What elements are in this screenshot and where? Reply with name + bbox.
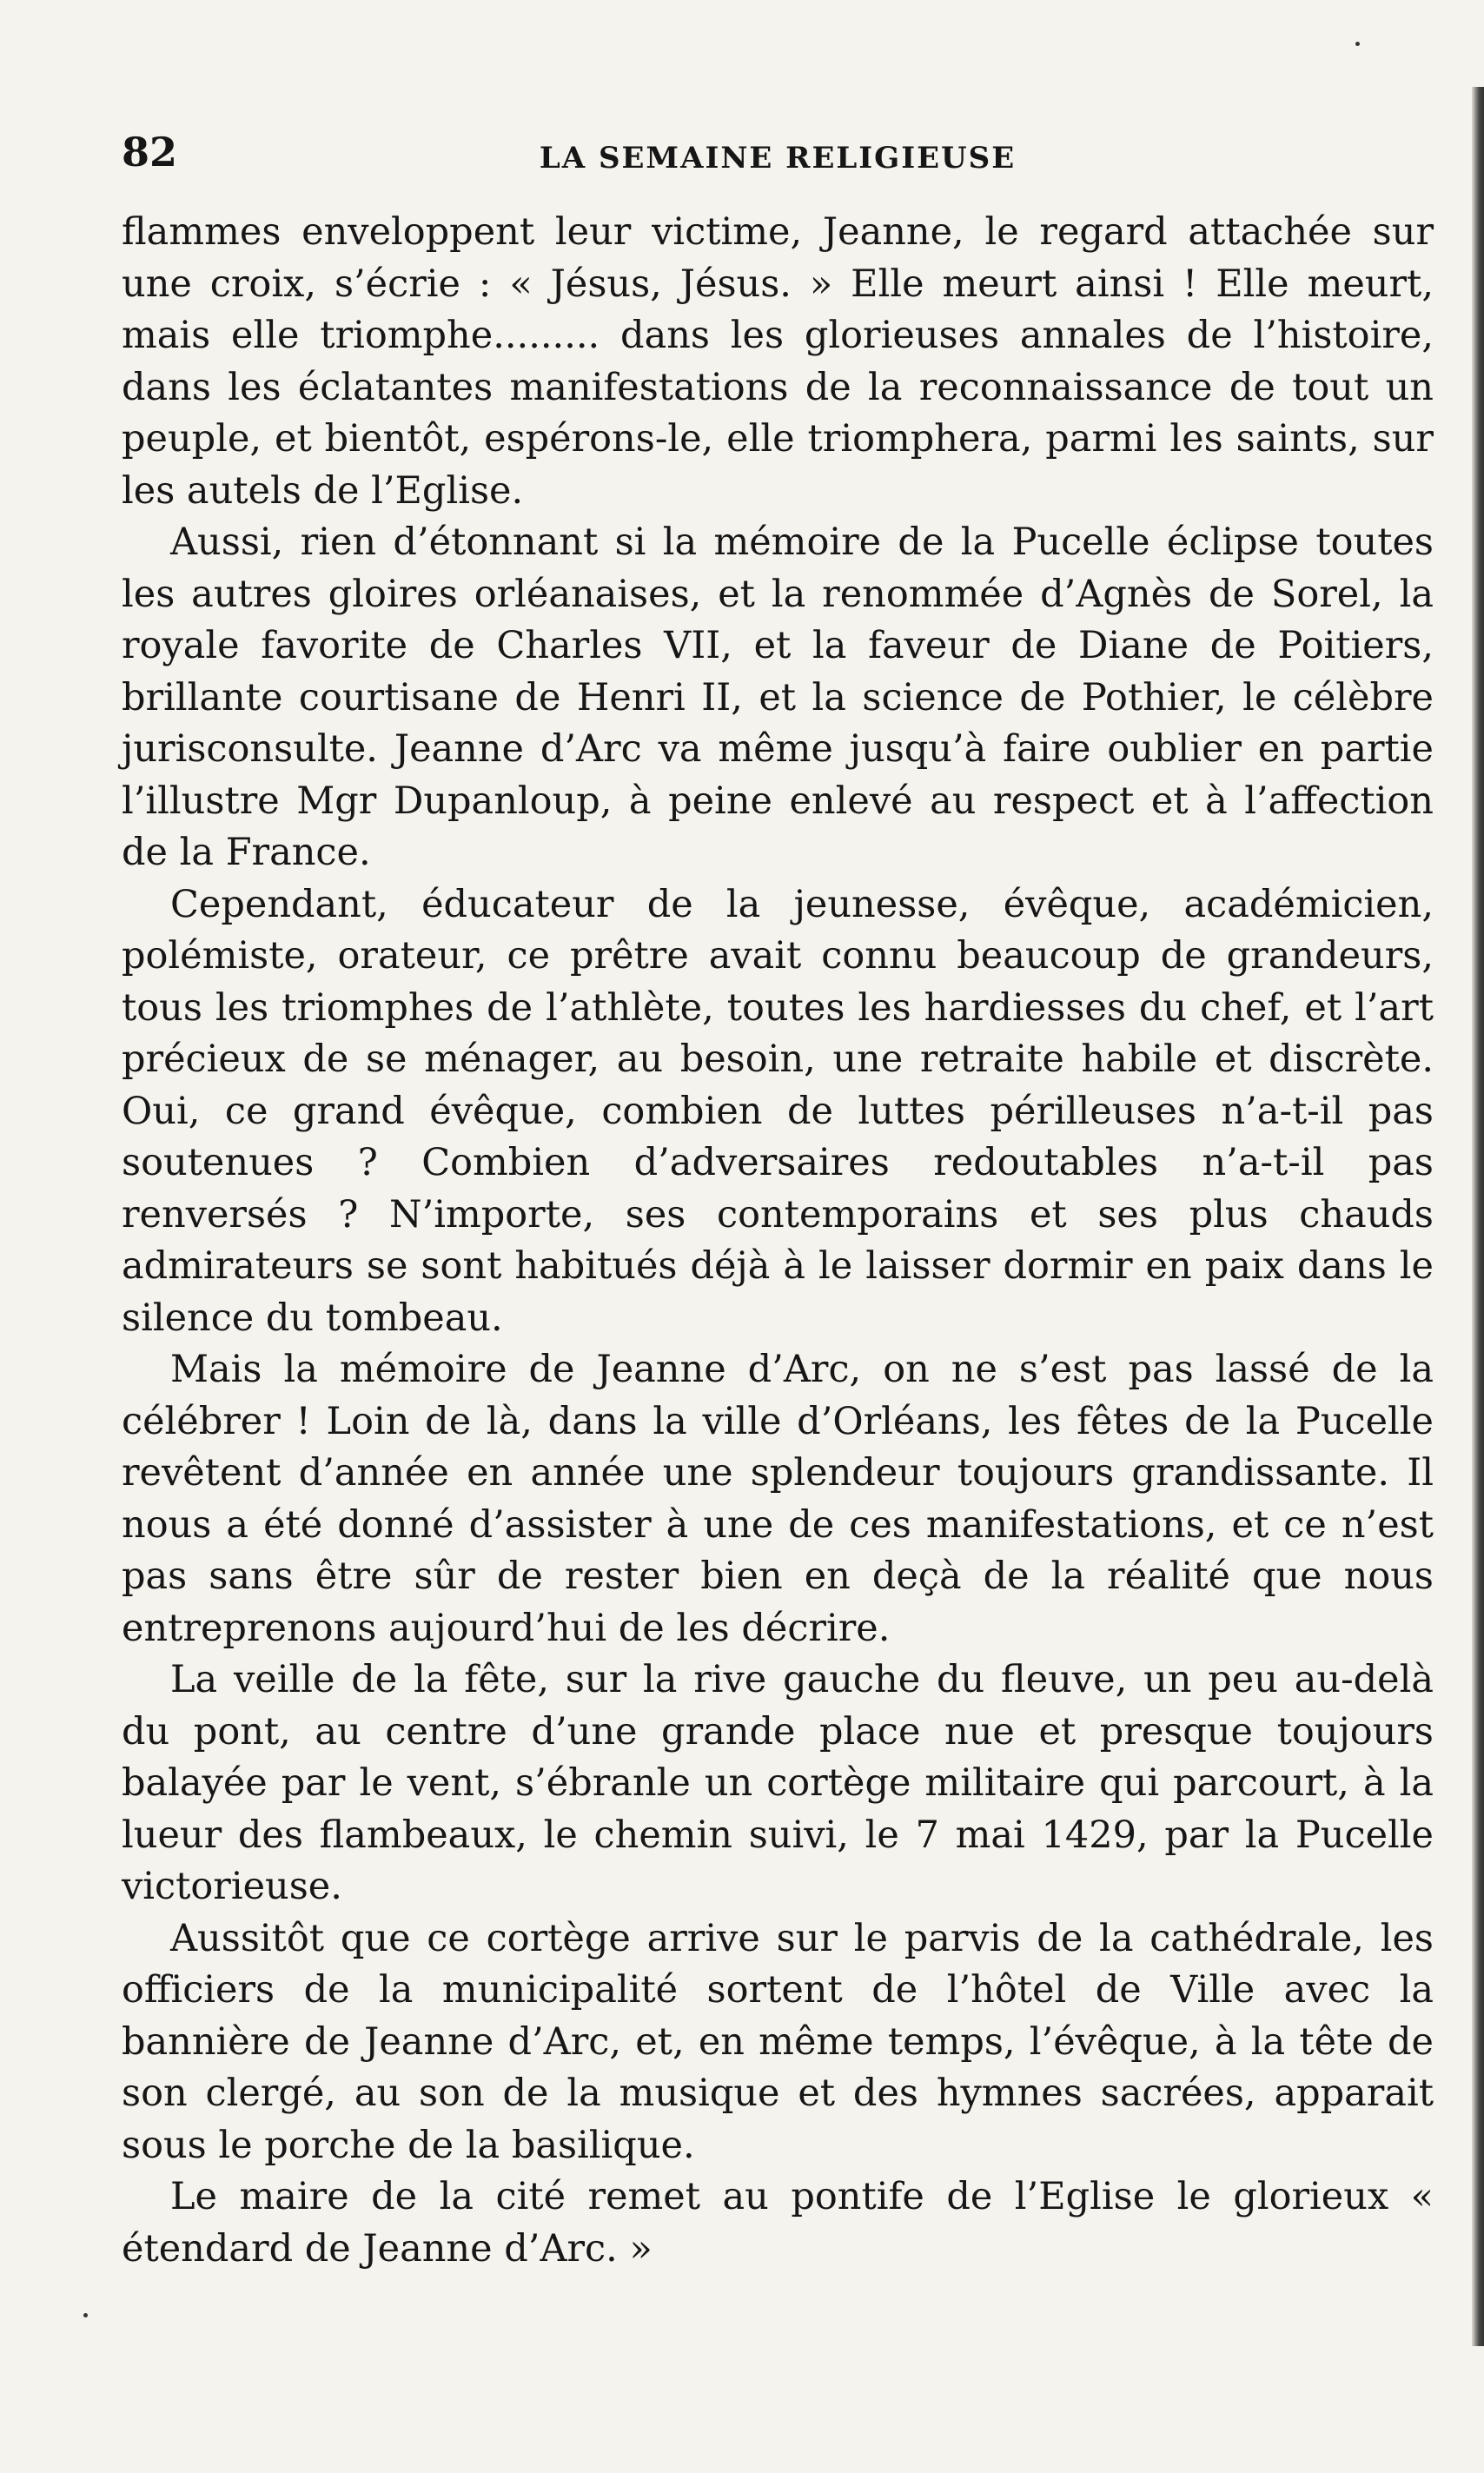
scan-speck [1355,42,1360,46]
paragraph: Aussi, rien d’étonnant si la mémoire de la Pucelle éclipse toutes les autres gloires orléanaises, et la renommée d’Agnès de Sorel, la royale favorite de Charles VII, et la faveur de Diane de Poitiers, brillante courtisane de Henri II, et la science de Pothier, le célèbre jurisconsulte. Jeanne d’Arc va même jusqu’à faire oublier en partie l’illustre Mgr Dupanloup, à peine enlevé au respect et à l’affection de la France. [122,520,1434,874]
paragraph: Mais la mémoire de Jeanne d’Arc, on ne s’est pas lassé de la célébrer ! Loin de là, dans la ville d’Orléans, les fêtes de la Pucelle revêtent d’année en année une splendeur toujours grandissante. Il nous a été donné d’assister à une de ces manifestations, et ce n’est pas sans être sûr de rester bien en deçà de la réalité que nous entreprenons aujourd’hui de les décrire. [122,1348,1434,1650]
paragraph: Aussitôt que ce cortège arrive sur le parvis de la cathédrale, les officiers de la municipalité sortent de l’hôtel de Ville avec la bannière de Jeanne d’Arc, et, en même temps, l’évêque, à la tête de son clergé, au son de la musique et des hymnes sacrées, apparait sous le porche de la basilique. [122,1916,1434,2167]
scan-speck [83,2313,88,2317]
page-number: 82 [122,129,178,176]
page-header [122,129,1434,189]
paragraph: Cependant, éducateur de la jeunesse, évêque, académicien, polémiste, orateur, ce prêtre avait connu beaucoup de grandeurs, tous les triomphes de l’athlète, toutes les hardiesses du chef, et l’art précieux de se ménager, au besoin, une retraite habile et discrète. Oui, ce grand évêque, combien de luttes périlleuses n’a-t-il pas soutenues ? Combien d’adversaires redoutables n’a-t-il pas renversés ? N’importe, ses contemporains et ses plus chauds admirateurs se sont habitués déjà à le laisser dormir en paix dans le silence du tombeau. [122,882,1434,1340]
page-edge-shadow [1472,87,1484,2346]
paragraph: La veille de la fête, sur la rive gauche du fleuve, un peu au-delà du pont, au centre d’une grande place nue et presque toujours balayée par le vent, s’ébranle un cortège militaire qui parcourt, à la lueur des flambeaux, le chemin suivi, le 7 mai 1429, par la Pucelle victorieuse. [122,1658,1434,1908]
article-body [122,207,1434,2275]
running-head: LA SEMAINE RELIGIEUSE [539,141,1017,176]
paragraph: Le maire de la cité remet au pontife de l’Eglise le glorieux « étendard de Jeanne d’Arc. » [122,2175,1434,2271]
paragraph: flammes enveloppent leur victime, Jeanne, le regard attachée sur une croix, s’écrie : « Jésus, Jésus. » Elle meurt ainsi ! Elle meurt, mais elle triomphe......... dans les glorieuses annales de l’histoire, dans les éclatantes manifestations de la reconnaissance de tout un peuple, et bientôt, espérons-le, elle triomphera, parmi les saints, sur les autels de l’Eglise. [122,210,1434,513]
